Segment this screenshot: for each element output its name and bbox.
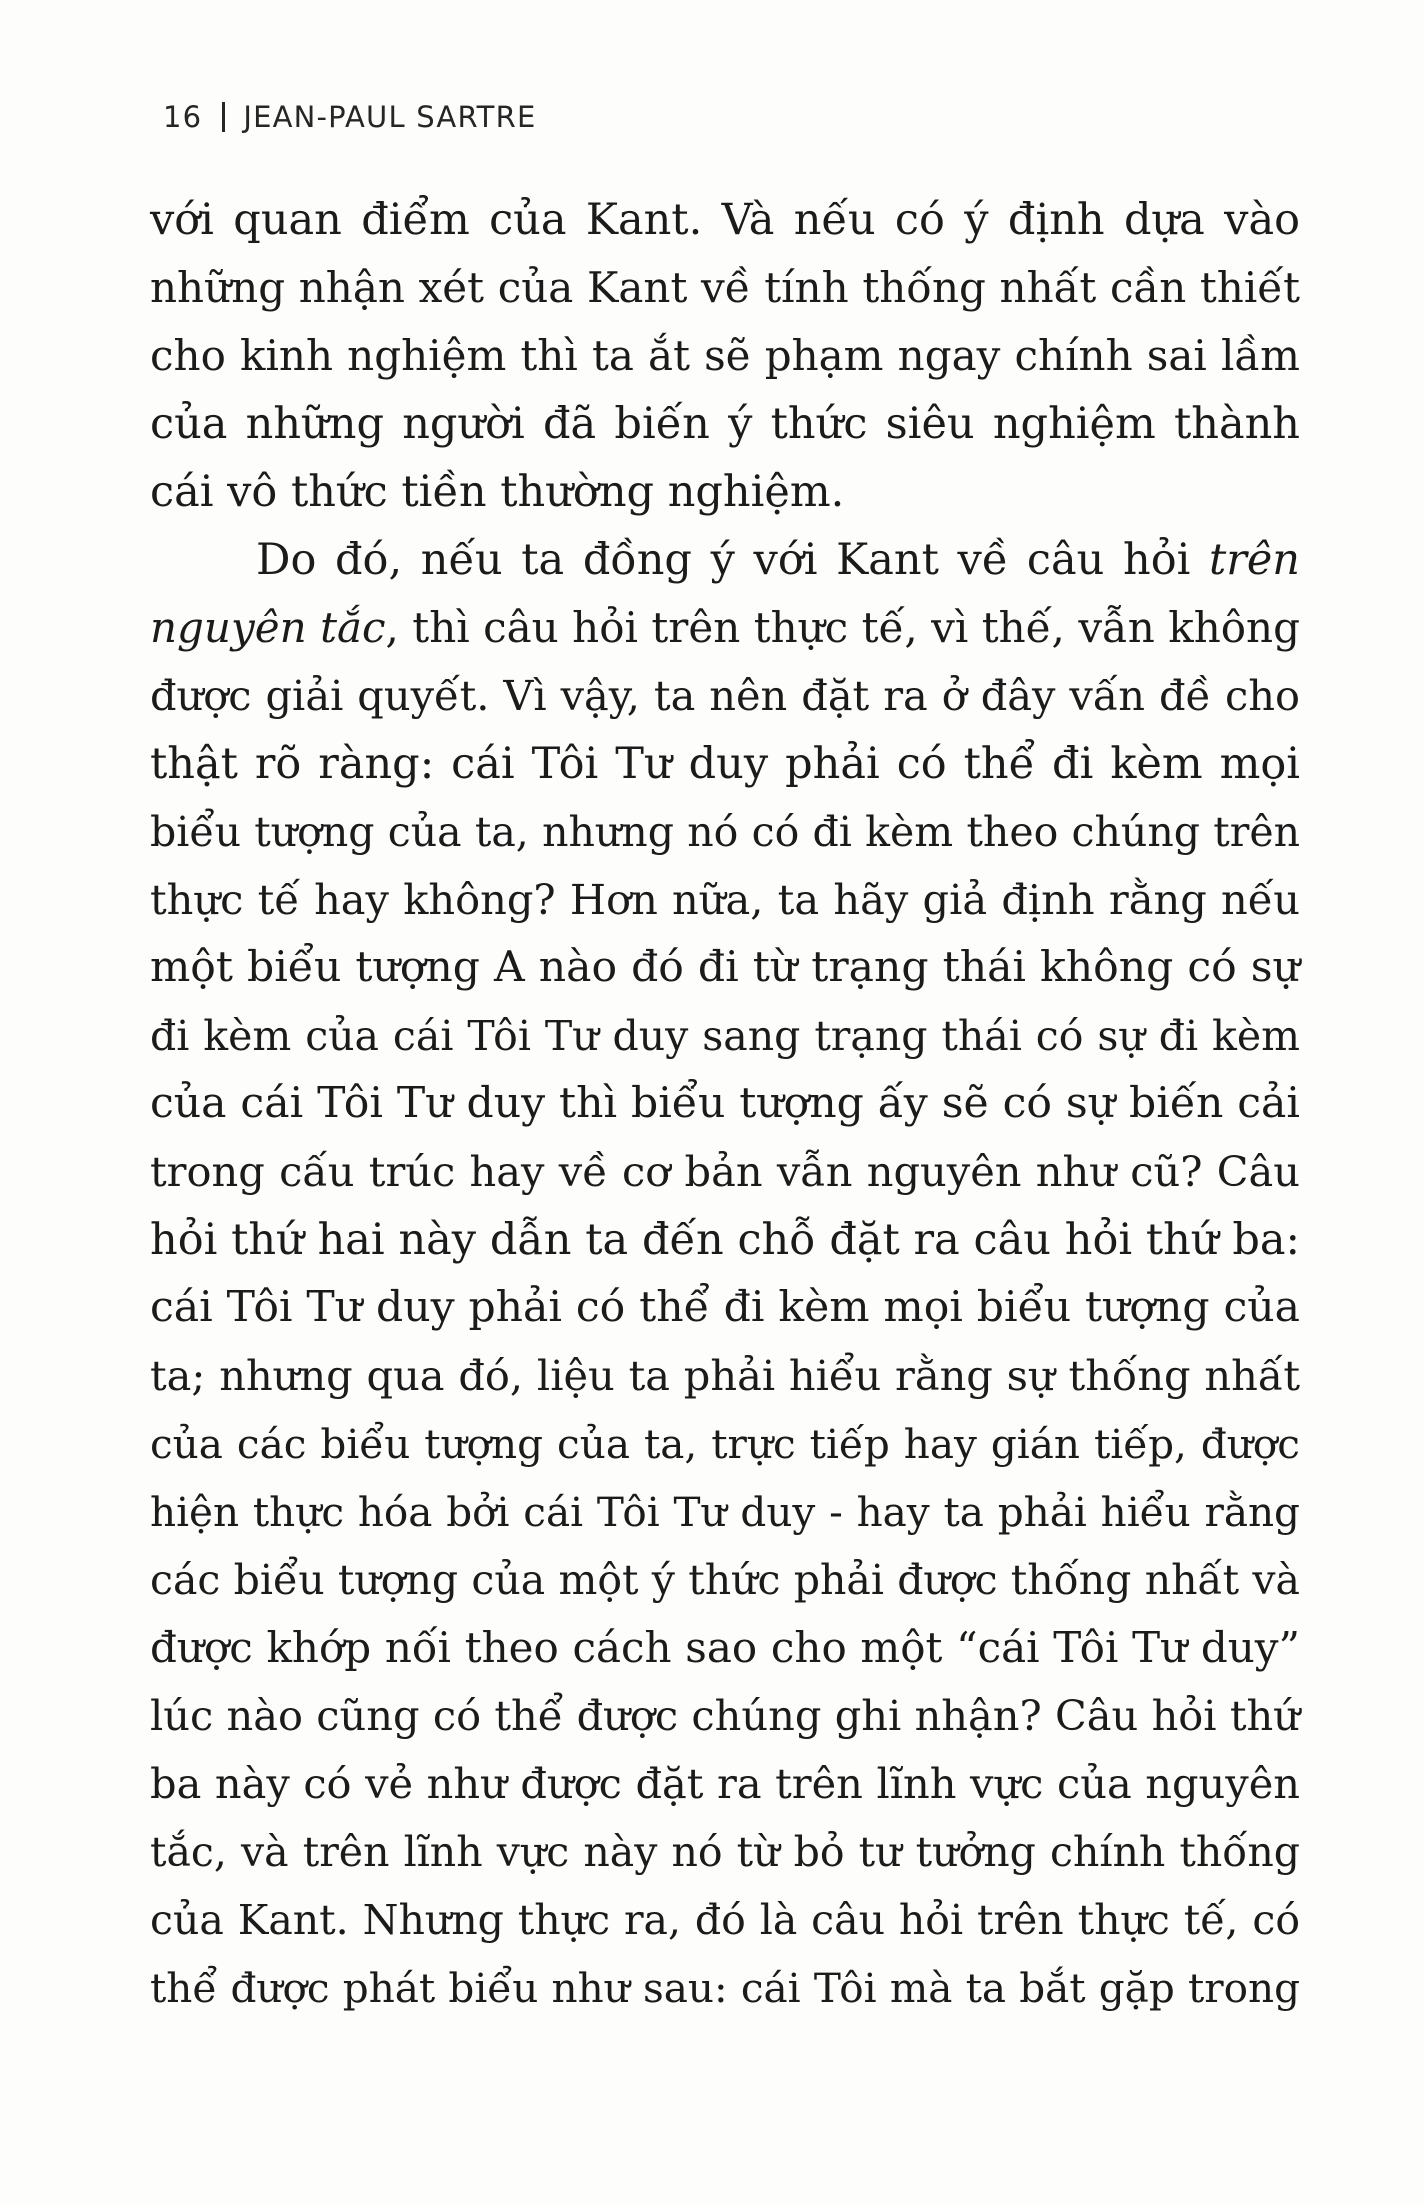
body-text bbox=[150, 186, 1300, 2022]
text-line: đi kèm của cái Tôi Tư duy sang trạng thái có sự đi kèm bbox=[150, 1012, 1300, 1060]
text-line: của cái Tôi Tư duy thì biểu tượng ấy sẽ có sự biến cải bbox=[150, 1079, 1300, 1128]
text-line: cái Tôi Tư duy phải có thể đi kèm mọi biểu tượng của bbox=[150, 1283, 1300, 1332]
text-line: được giải quyết. Vì vậy, ta nên đặt ra ở đây vấn đề cho bbox=[150, 671, 1300, 720]
text-line: một biểu tượng A nào đó đi từ trạng thái không có sự bbox=[150, 943, 1300, 992]
text-run: , thì câu hỏi trên thực tế, vì thế, vẫn không bbox=[385, 603, 1300, 652]
italic-run: nguyên tắc bbox=[150, 603, 386, 652]
text-line: cho kinh nghiệm thì ta ắt sẽ phạm ngay chính sai lầm bbox=[150, 331, 1300, 380]
text-line: thực tế hay không? Hơn nữa, ta hãy giả định rằng nếu bbox=[150, 875, 1300, 924]
text-line: lúc nào cũng có thể được chúng ghi nhận? Câu hỏi thứ bbox=[150, 1691, 1300, 1740]
page-number: 16 bbox=[163, 100, 203, 134]
text-run: Do đó, nếu ta đồng ý với Kant về câu hỏi bbox=[256, 535, 1210, 585]
text-line: ba này có vẻ như được đặt ra trên lĩnh vực của nguyên bbox=[150, 1759, 1300, 1808]
text-line: trong cấu trúc hay về cơ bản vẫn nguyên như cũ? Câu bbox=[150, 1147, 1300, 1196]
author-name: JEAN-PAUL SARTRE bbox=[243, 100, 537, 134]
header-separator bbox=[222, 102, 225, 132]
text-line: biểu tượng của ta, nhưng nó có đi kèm theo chúng trên bbox=[150, 808, 1300, 856]
running-head bbox=[163, 100, 536, 134]
text-line: của Kant. Nhưng thực ra, đó là câu hỏi trên thực tế, có bbox=[150, 1896, 1300, 1944]
text-line: của các biểu tượng của ta, trực tiếp hay gián tiếp, được bbox=[150, 1420, 1300, 1468]
text-line: hiện thực hóa bởi cái Tôi Tư duy - hay ta phải hiểu rằng bbox=[150, 1488, 1300, 1536]
text-line: của những người đã biến ý thức siêu nghiệm thành bbox=[150, 399, 1300, 449]
text-line: những nhận xét của Kant về tính thống nhất cần thiết bbox=[150, 263, 1300, 312]
text-line: ta; nhưng qua đó, liệu ta phải hiểu rằng sự thống nhất bbox=[150, 1351, 1300, 1400]
text-line bbox=[150, 594, 1300, 662]
text-line: hỏi thứ hai này dẫn ta đến chỗ đặt ra câu hỏi thứ ba: bbox=[150, 1215, 1300, 1265]
text-line: thật rõ ràng: cái Tôi Tư duy phải có thể đi kèm mọi bbox=[150, 739, 1300, 789]
italic-run: trên bbox=[1209, 535, 1300, 585]
text-line: được khớp nối theo cách sao cho một “cái Tôi Tư duy” bbox=[150, 1623, 1300, 1672]
text-line: với quan điểm của Kant. Và nếu có ý định dựa vào bbox=[150, 195, 1300, 245]
text-line: thể được phát biểu như sau: cái Tôi mà ta bắt gặp trong bbox=[150, 1964, 1300, 2012]
text-line: tắc, và trên lĩnh vực này nó từ bỏ tư tưởng chính thống bbox=[150, 1828, 1300, 1876]
text-line: các biểu tượng của một ý thức phải được thống nhất và bbox=[150, 1556, 1300, 1604]
text-line: cái vô thức tiền thường nghiệm. bbox=[150, 467, 845, 517]
paragraph-start-line bbox=[150, 526, 1300, 594]
